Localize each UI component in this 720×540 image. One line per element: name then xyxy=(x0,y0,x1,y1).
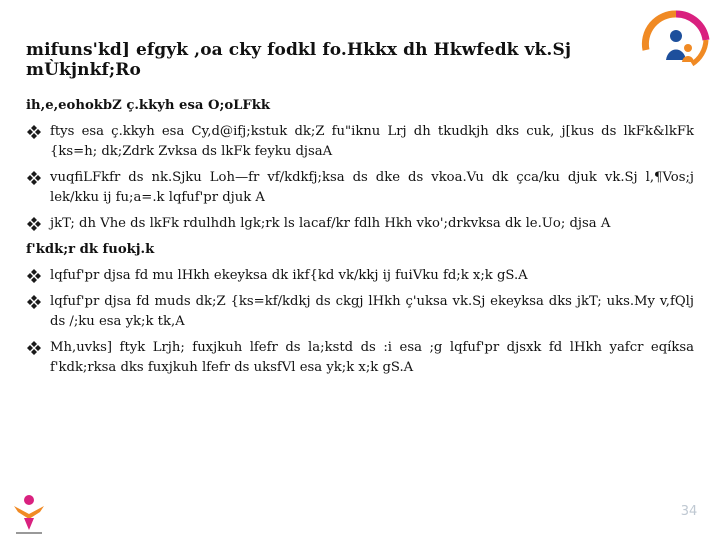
diamond-bullet-icon xyxy=(26,216,42,232)
bullet-item xyxy=(26,338,694,378)
scheme-logo-icon xyxy=(636,6,716,72)
bullet-item xyxy=(26,214,694,234)
bullet-text: ftys esa ç.kkyh esa Cy,d@ifj;kstuk dk;Z fu"iknu Lrj dh tkudkjh dks cuk, j[kus ds lkFk&lkFk {ks=h; dk;Zdrk Zvksa ds lkFk feyku djsaA xyxy=(50,124,694,159)
bullet-text: Mh,uvks] ftyk Lrjh; fuxjkuh lfefr ds la;kstd ds :i esa ;g lqfuf'pr djsxk fd lHkh yafcr eqíksa f'kdk;rksa dks fuxjkuh lfefr ds uksfVl esa yk;k x;k gS.A xyxy=(50,340,694,375)
bullet-item xyxy=(26,292,694,332)
section-heading-grievance: f'kdk;r dk fuokj.k xyxy=(26,242,155,257)
page-number: 34 xyxy=(680,504,698,519)
diamond-bullet-icon xyxy=(26,340,42,356)
diamond-bullet-icon xyxy=(26,294,42,310)
slide-content xyxy=(26,96,694,384)
diamond-bullet-icon xyxy=(26,124,42,140)
bullet-item xyxy=(26,266,694,286)
bullet-text: vuqfiLFkfr ds nk.Sjku Loh—fr vf/kdkfj;ksa ds dke ds vkoa.Vu dk çca/ku djuk vk.Sj l,¶Vos;j lek/kku ij fu;a=.k lqfuf'pr djuk A xyxy=(50,170,694,205)
ministry-logo-icon xyxy=(6,492,52,536)
diamond-bullet-icon xyxy=(26,268,42,284)
bullet-text: lqfuf'pr djsa fd mu lHkh ekeyksa dk ikf{kd vk/kkj ij fuiVku fd;k x;k gS.A xyxy=(50,268,528,283)
bullet-text: jkT; dh Vhe ds lkFk rdulhdh lgk;rk ls lacaf/kr fdlh Hkh vko';drkvksa dk le.Uo; djsa A xyxy=(50,216,611,231)
bullet-item xyxy=(26,122,694,162)
slide-title: mifuns'kd] efgyk ,oa cky fodkl fo.Hkkx dh Hkwfedk vk.Sj mÙkjnkf;Ro xyxy=(26,40,572,80)
section-heading-system: ih,e,eohokbZ ç.kkyh esa O;oLFkk xyxy=(26,98,271,113)
diamond-bullet-icon xyxy=(26,170,42,186)
bullet-item xyxy=(26,168,694,208)
bullet-text: lqfuf'pr djsa fd muds dk;Z {ks=kf/kdkj ds ckgj lHkh ç'uksa vk.Sj ekeyksa dks jkT; uks.My v,fQlj ds /;ku esa yk;k tk,A xyxy=(50,294,694,329)
